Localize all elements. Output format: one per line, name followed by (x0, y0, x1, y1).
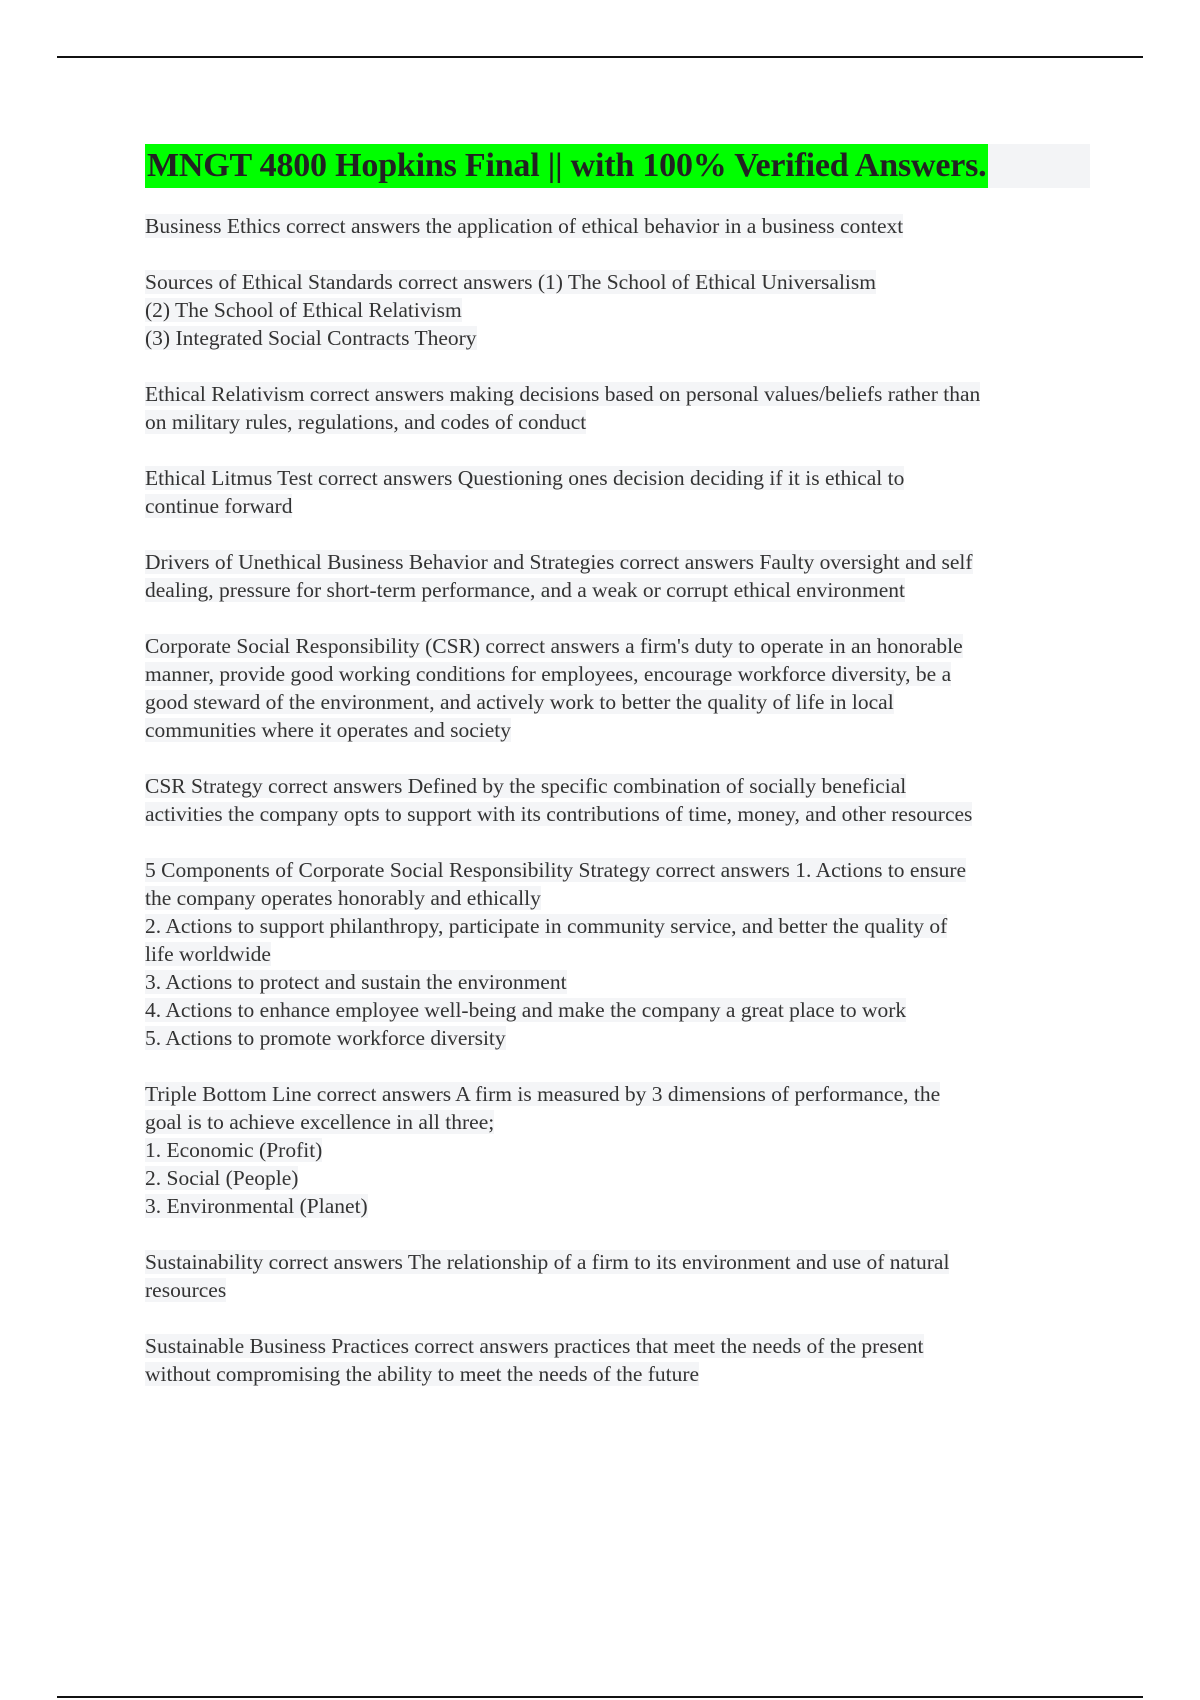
qa-entry (145, 772, 1090, 828)
qa-line (145, 1024, 1090, 1052)
qa-line (145, 380, 1090, 408)
qa-line (145, 464, 1090, 492)
qa-text: resources (145, 1278, 227, 1302)
qa-text: good steward of the environment, and actively work to better the quality of life in local (145, 690, 894, 714)
qa-line (145, 548, 1090, 576)
qa-line (145, 660, 1090, 688)
qa-line (145, 1164, 1090, 1192)
qa-text: 3. Actions to protect and sustain the environment (145, 970, 567, 994)
qa-line (145, 408, 1090, 436)
qa-text: 2. Actions to support philanthropy, participate in community service, and better the quality of (145, 914, 948, 938)
qa-text: life worldwide (145, 942, 271, 966)
qa-line (145, 856, 1090, 884)
qa-entry (145, 856, 1090, 1052)
qa-entry (145, 548, 1090, 604)
qa-text: 2. Social (People) (145, 1166, 299, 1190)
qa-text: on military rules, regulations, and codes of conduct (145, 410, 587, 434)
qa-line (145, 688, 1090, 716)
qa-text: Drivers of Unethical Business Behavior and Strategies correct answers Faulty oversight and self (145, 550, 973, 574)
document-body (145, 144, 1090, 1416)
qa-line (145, 800, 1090, 828)
qa-text: 4. Actions to enhance employee well-being and make the company a great place to work (145, 998, 907, 1022)
qa-line (145, 296, 1090, 324)
qa-line (145, 632, 1090, 660)
qa-line (145, 940, 1090, 968)
qa-line (145, 1108, 1090, 1136)
qa-text: Triple Bottom Line correct answers A firm is measured by 3 dimensions of performance, the (145, 1082, 941, 1106)
qa-entry (145, 1080, 1090, 1220)
qa-text: dealing, pressure for short-term performance, and a weak or corrupt ethical environment (145, 578, 905, 602)
qa-entry (145, 1248, 1090, 1304)
qa-text: continue forward (145, 494, 293, 518)
qa-entry (145, 464, 1090, 520)
qa-line (145, 1080, 1090, 1108)
document-title: MNGT 4800 Hopkins Final || with 100% Verified Answers. (145, 144, 988, 188)
qa-text: 5 Components of Corporate Social Responsibility Strategy correct answers 1. Actions to ensure (145, 858, 967, 882)
qa-entry (145, 380, 1090, 436)
qa-list (145, 212, 1090, 1388)
qa-line (145, 1276, 1090, 1304)
qa-text: Corporate Social Responsibility (CSR) correct answers a firm's duty to operate in an honorable (145, 634, 963, 658)
qa-entry (145, 632, 1090, 744)
qa-text: goal is to achieve excellence in all three; (145, 1110, 495, 1134)
qa-text: (3) Integrated Social Contracts Theory (145, 326, 477, 350)
qa-text: 3. Environmental (Planet) (145, 1194, 368, 1218)
qa-text: Business Ethics correct answers the application of ethical behavior in a business context (145, 214, 904, 238)
qa-text: Ethical Litmus Test correct answers Questioning ones decision deciding if it is ethical to (145, 466, 905, 490)
qa-line (145, 1136, 1090, 1164)
qa-line (145, 1192, 1090, 1220)
qa-entry (145, 268, 1090, 352)
title-band (145, 144, 1090, 188)
qa-entry (145, 1332, 1090, 1388)
qa-line (145, 912, 1090, 940)
qa-line (145, 324, 1090, 352)
qa-line (145, 1332, 1090, 1360)
qa-line (145, 968, 1090, 996)
qa-text: 5. Actions to promote workforce diversity (145, 1026, 506, 1050)
qa-text: the company operates honorably and ethically (145, 886, 541, 910)
qa-text: Ethical Relativism correct answers making decisions based on personal values/beliefs rather than (145, 382, 981, 406)
qa-text: communities where it operates and society (145, 718, 511, 742)
qa-text: without compromising the ability to meet the needs of the future (145, 1362, 700, 1386)
qa-text: Sustainable Business Practices correct answers practices that meet the needs of the present (145, 1334, 924, 1358)
qa-line (145, 212, 1090, 240)
qa-line (145, 772, 1090, 800)
qa-line (145, 576, 1090, 604)
qa-text: (2) The School of Ethical Relativism (145, 298, 462, 322)
qa-line (145, 268, 1090, 296)
qa-line (145, 492, 1090, 520)
qa-line (145, 716, 1090, 744)
qa-text: Sustainability correct answers The relationship of a firm to its environment and use of natural (145, 1250, 950, 1274)
qa-text: 1. Economic (Profit) (145, 1138, 323, 1162)
qa-text: activities the company opts to support with its contributions of time, money, and other resources (145, 802, 973, 826)
qa-line (145, 884, 1090, 912)
top-rule (57, 56, 1143, 58)
qa-line (145, 1248, 1090, 1276)
qa-text: CSR Strategy correct answers Defined by the specific combination of socially beneficial (145, 774, 907, 798)
qa-text: manner, provide good working conditions for employees, encourage workforce diversity, be a (145, 662, 952, 686)
qa-text: Sources of Ethical Standards correct answers (1) The School of Ethical Universalism (145, 270, 876, 294)
qa-line (145, 1360, 1090, 1388)
qa-entry (145, 212, 1090, 240)
qa-line (145, 996, 1090, 1024)
bottom-rule (57, 1696, 1143, 1698)
